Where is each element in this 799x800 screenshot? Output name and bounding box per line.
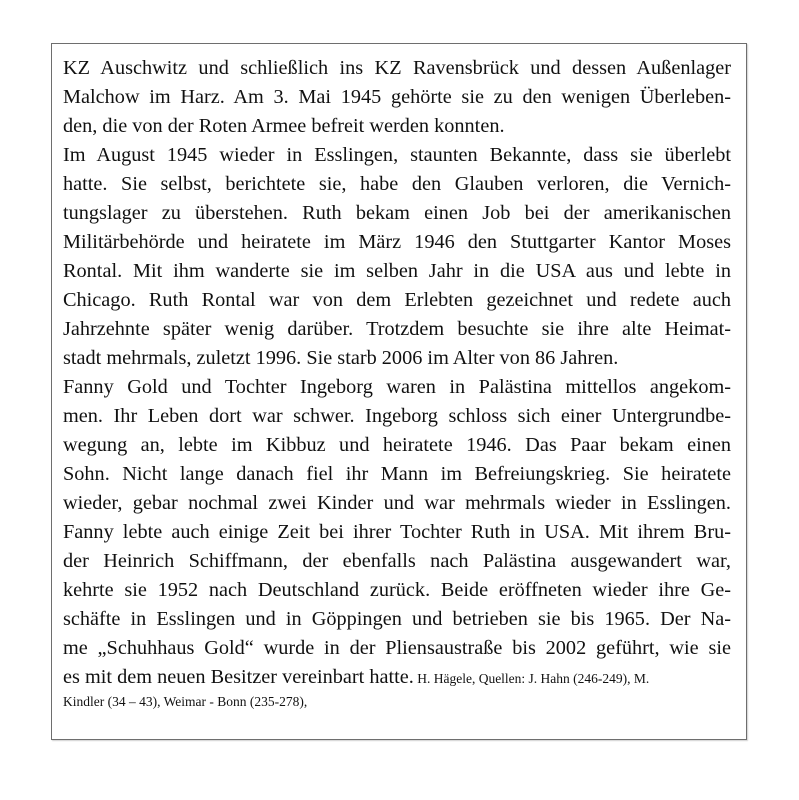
- document-frame: [51, 43, 747, 740]
- text-line: men. Ihr Leben dort war schwer. Ingeborg schloss sich einer Untergrundbe-: [63, 405, 731, 427]
- text-line: schäfte in Esslingen und in Göppingen und betrieben sie bis 1965. Der Na-: [63, 608, 731, 630]
- text-line: der Heinrich Schiffmann, der ebenfalls nach Palästina ausgewandert war,: [63, 550, 731, 572]
- document-body: [63, 54, 731, 712]
- text-line: Malchow im Harz. Am 3. Mai 1945 gehörte sie zu den wenigen Überleben-: [63, 86, 731, 108]
- text-line: Chicago. Ruth Rontal war von dem Erlebten gezeichnet und redete auch: [63, 289, 731, 311]
- text-line: Sohn. Nicht lange danach fiel ihr Mann im Befreiungskrieg. Sie heiratete: [63, 463, 731, 485]
- text-line: Rontal. Mit ihm wanderte sie im selben Jahr in die USA aus und lebte in: [63, 260, 731, 282]
- text-line: KZ Auschwitz und schließlich ins KZ Ravensbrück und dessen Außenlager: [63, 57, 731, 79]
- source-citation-continued: Kindler (34 – 43), Weimar - Bonn (235-278),: [63, 694, 308, 709]
- text-line: Fanny Gold und Tochter Ingeborg waren in Palästina mittellos angekom-: [63, 376, 731, 398]
- text-line: kehrte sie 1952 nach Deutschland zurück. Beide eröffneten wieder ihre Ge-: [63, 579, 731, 601]
- text-line: me „Schuhhaus Gold“ wurde in der Pliensaustraße bis 2002 geführt, wie sie: [63, 637, 731, 659]
- source-citation: H. Hägele, Quellen: J. Hahn (246-249), M.: [413, 671, 650, 686]
- text-line: Im August 1945 wieder in Esslingen, staunten Bekannte, dass sie überlebt: [63, 144, 731, 166]
- text-line: wieder, gebar nochmal zwei Kinder und war mehrmals wieder in Esslingen.: [63, 492, 731, 514]
- text-line: hatte. Sie selbst, berichtete sie, habe den Glauben verloren, die Vernich-: [63, 173, 731, 195]
- text-line: Fanny lebte auch einige Zeit bei ihrer Tochter Ruth in USA. Mit ihrem Bru-: [63, 521, 731, 543]
- final-text-line: [63, 663, 731, 692]
- text-line: stadt mehrmals, zuletzt 1996. Sie starb 2006 im Alter von 86 Jahren.: [63, 347, 619, 369]
- text-line: Jahrzehnte später wenig darüber. Trotzdem besuchte sie ihre alte Heimat-: [63, 318, 731, 340]
- text-line: wegung an, lebte im Kibbuz und heiratete 1946. Das Paar bekam einen: [63, 434, 731, 456]
- final-sentence: es mit dem neuen Besitzer vereinbart hatte.: [63, 666, 414, 688]
- text-line: den, die von der Roten Armee befreit werden konnten.: [63, 115, 505, 137]
- text-line: tungslager zu überstehen. Ruth bekam einen Job bei der amerikanischen: [63, 202, 731, 224]
- text-line: Militärbehörde und heiratete im März 1946 den Stuttgarter Kantor Moses: [63, 231, 731, 253]
